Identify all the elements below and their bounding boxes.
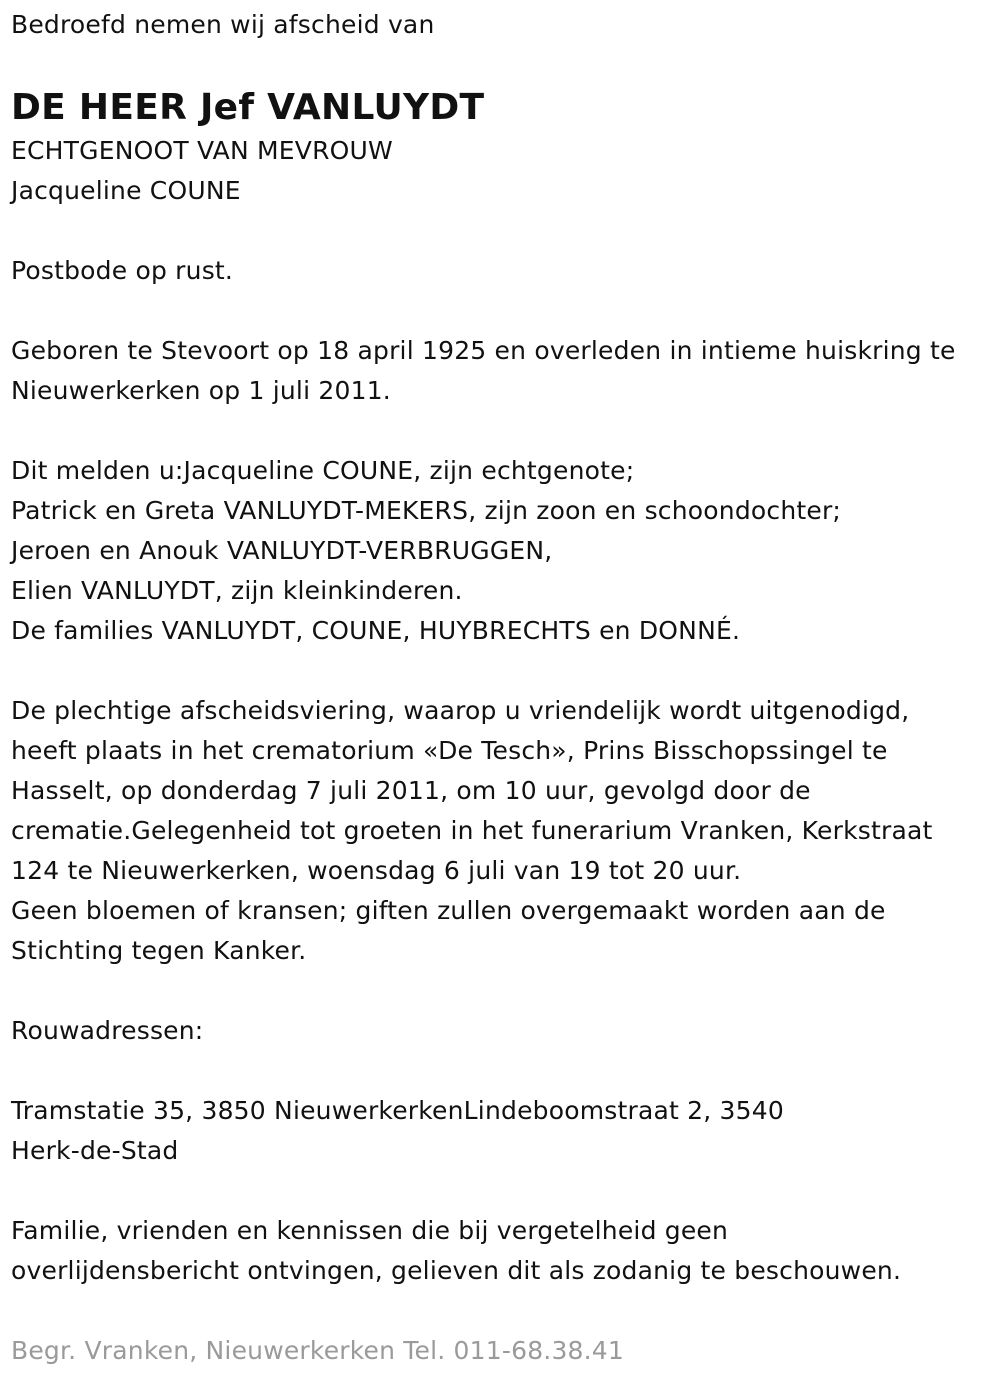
paragraph-line: Herk-de-Stad xyxy=(11,1136,179,1165)
paragraph-line: Hasselt, op donderdag 7 juli 2011, om 10 uur, gevolgd door de xyxy=(11,776,811,805)
spacer xyxy=(11,1051,996,1091)
spacer xyxy=(11,651,996,691)
paragraph-line: Patrick en Greta VANLUYDT-MEKERS, zijn zoon en schoondochter; xyxy=(11,496,842,525)
paragraph-line: Geboren te Stevoort op 18 april 1925 en overleden in intieme huiskring te xyxy=(11,336,956,365)
spacer xyxy=(11,411,996,451)
spacer xyxy=(11,1171,996,1211)
deceased-name: DE HEER Jef VANLUYDT xyxy=(11,87,485,128)
spouse-line-1: ECHTGENOOT VAN MEVROUW xyxy=(11,136,393,165)
spacer xyxy=(11,1291,996,1331)
spouse-line-2: Jacqueline COUNE xyxy=(11,176,241,205)
occupation-text: Postbode op rust. xyxy=(11,256,234,285)
birth-death-paragraph xyxy=(11,331,996,411)
intro-text: Bedroefd nemen wij afscheid van xyxy=(11,10,435,39)
spacer xyxy=(11,971,996,1011)
obituary-notice xyxy=(11,0,996,1371)
spacer xyxy=(11,211,996,251)
addresses-label: Rouwadressen: xyxy=(11,1016,204,1045)
paragraph-line: Stichting tegen Kanker. xyxy=(11,936,307,965)
paragraph-line: Dit melden u:Jacqueline COUNE, zijn echtgenote; xyxy=(11,456,635,485)
paragraph-line: crematie.Gelegenheid tot groeten in het funerarium Vranken, Kerkstraat xyxy=(11,816,933,845)
paragraph-line: Tramstatie 35, 3850 NieuwerkerkenLindeboomstraat 2, 3540 xyxy=(11,1096,784,1125)
announced-by-paragraph xyxy=(11,451,996,651)
closing-paragraph xyxy=(11,1211,996,1291)
addresses-paragraph xyxy=(11,1091,996,1171)
footer-funeral-home: Begr. Vranken, Nieuwerkerken Tel. 011-68.38.41 xyxy=(11,1336,625,1365)
paragraph-line: Elien VANLUYDT, zijn kleinkinderen. xyxy=(11,576,463,605)
paragraph-line: Familie, vrienden en kennissen die bij vergetelheid geen xyxy=(11,1216,729,1245)
paragraph-line: De families VANLUYDT, COUNE, HUYBRECHTS en DONNÉ. xyxy=(11,616,741,645)
paragraph-line: Jeroen en Anouk VANLUYDT-VERBRUGGEN, xyxy=(11,536,553,565)
paragraph-line: overlijdensbericht ontvingen, gelieven dit als zodanig te beschouwen. xyxy=(11,1256,902,1285)
paragraph-line: Nieuwerkerken op 1 juli 2011. xyxy=(11,376,391,405)
ceremony-paragraph xyxy=(11,691,996,971)
paragraph-line: Geen bloemen of kransen; giften zullen overgemaakt worden aan de xyxy=(11,896,886,925)
spacer xyxy=(11,291,996,331)
paragraph-line: 124 te Nieuwerkerken, woensdag 6 juli van 19 tot 20 uur. xyxy=(11,856,742,885)
paragraph-line: De plechtige afscheidsviering, waarop u vriendelijk wordt uitgenodigd, xyxy=(11,696,910,725)
paragraph-line: heeft plaats in het crematorium «De Tesch», Prins Bisschopssingel te xyxy=(11,736,888,765)
